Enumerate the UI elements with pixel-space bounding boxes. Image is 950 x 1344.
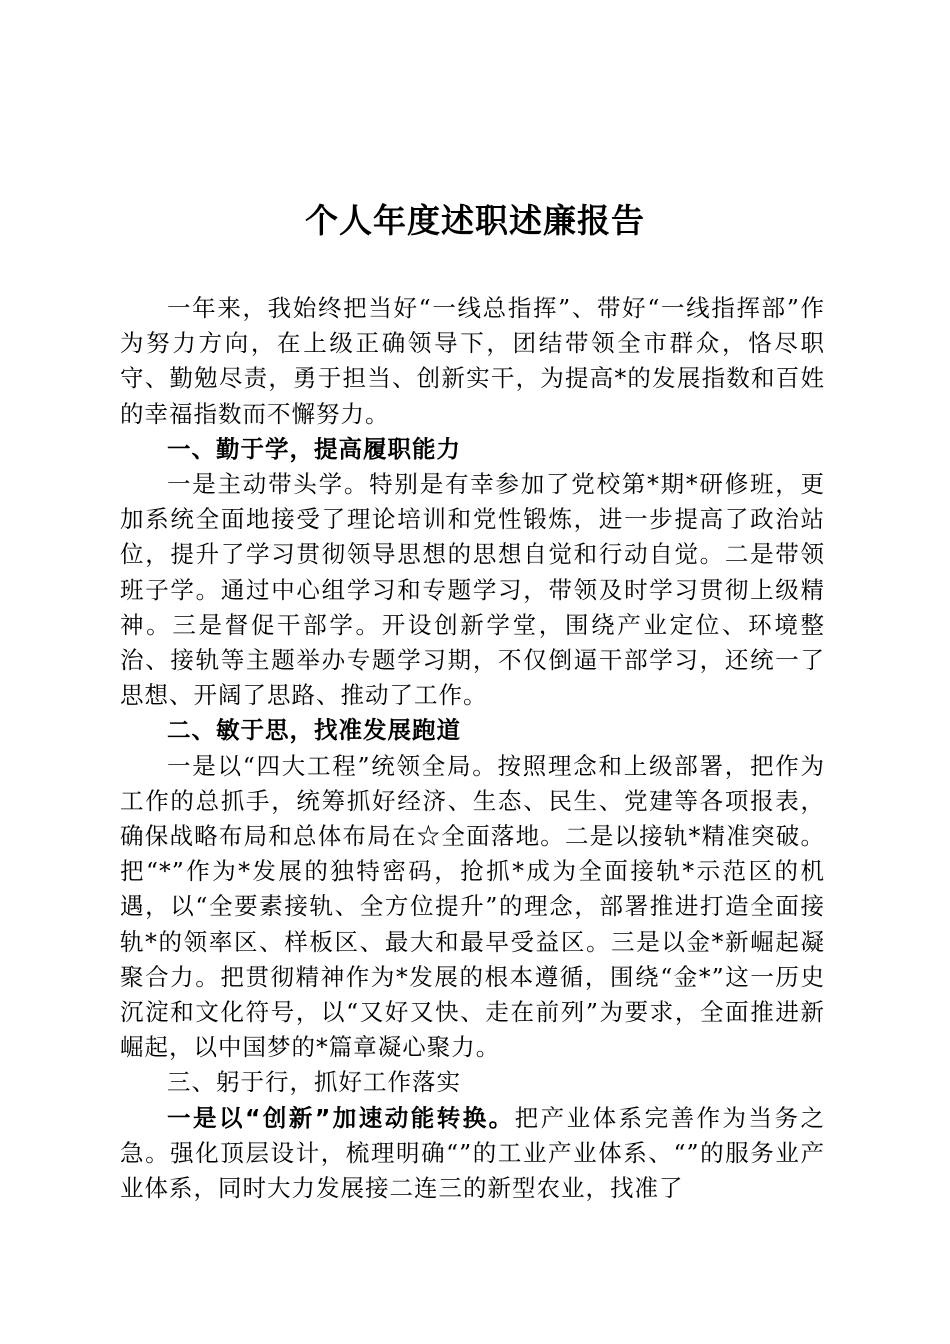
section-2-paragraph: 一是以“四大工程”统领全局。按照理念和上级部署，把作为工作的总抓手，统筹抓好经济、生态、民生、党建等各项报表，确保战略布局和总体布局在☆全面落地。二是以接轨*精准突破。把“*”作为*发展的独特密码，抢抓*成为全面接轨*示范区的机遇，以“全要素接轨、全方位提升”的理念，部署推进打造全面接轨*的领率区、样板区、最大和最早受益区。三是以金*新崛起凝聚合力。把贯彻精神作为*发展的根本遵循，围绕“金*”这一历史沉淀和文化符号，以“又好又快、走在前列”为要求，全面推进新崛起，以中国梦的*篇章凝心聚力。 (120, 751, 825, 1062)
section-1-paragraph: 一是主动带头学。特别是有幸参加了党校第*期*研修班，更加系统全面地接受了理论培训和党性锻炼，进一步提高了政治站位，提升了学习贯彻领导思想的思想自觉和行动自觉。二是带领班子学。通过中心组学习和专题学习，带领及时学习贯彻上级精神。三是督促干部学。开设创新学堂，围绕产业定位、环境整治、接轨等主题举办专题学习期，不仅倒逼干部学习，还统一了思想、开阔了思路、推动了工作。 (120, 470, 825, 710)
section-3-body-text: 把产业体系完善作为当务之急。强化顶层设计，梳理明确“”的工业产业体系、“”的服务业产业体系，同时大力发展接二连三的新型农业，找准了 (120, 1103, 825, 1203)
document-body (120, 291, 825, 1206)
section-2-heading: 二、敏于思，找准发展跑道 (167, 716, 461, 745)
intro-paragraph: 一年来，我始终把当好“一线总指挥”、带好“一线指挥部”作为努力方向，在上级正确领导下，团结带领全市群众，恪尽职守、勤勉尽责，勇于担当、创新实干，为提高*的发展指数和百姓的幸福指数而不懈努力。 (120, 294, 825, 428)
section-1-heading: 一、勤于学，提高履职能力 (167, 434, 461, 463)
document-title: 个人年度述职述廉报告 (305, 201, 645, 240)
section-3-paragraph (120, 1101, 825, 1207)
section-3-heading: 三、躬于行，抓好工作落实 (167, 1068, 461, 1097)
section-3-lead-sentence: 一是以“创新”加速动能转换。 (167, 1103, 515, 1132)
